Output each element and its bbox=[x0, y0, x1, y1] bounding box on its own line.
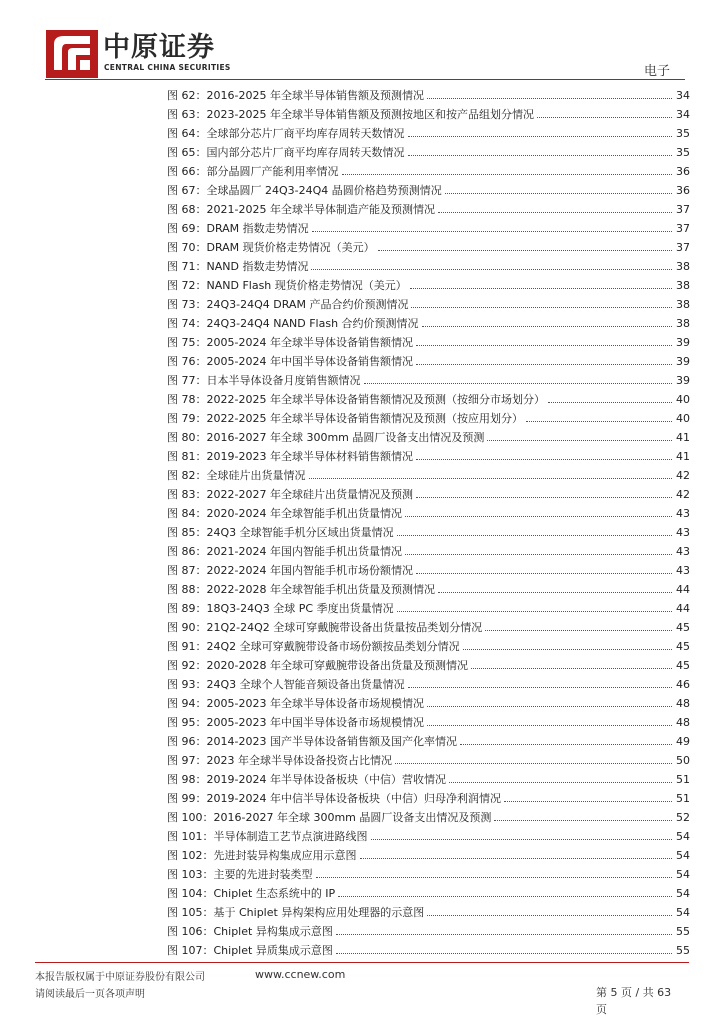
toc-leader-dots bbox=[411, 307, 672, 308]
toc-leader-dots bbox=[422, 326, 672, 327]
footer-page-number: 第 5 页 / 共 63 bbox=[596, 986, 672, 999]
toc-leader-dots bbox=[360, 858, 673, 859]
toc-leader-dots bbox=[408, 155, 673, 156]
toc-entry-page: 49 bbox=[676, 735, 690, 748]
toc-leader-dots bbox=[395, 763, 672, 764]
toc-entry-label: 图 77：日本半导体设备月度销售额情况 bbox=[167, 374, 361, 387]
toc-leader-dots bbox=[309, 478, 673, 479]
toc-entry[interactable] bbox=[167, 121, 690, 140]
toc-entry-page: 55 bbox=[676, 925, 690, 938]
toc-entry-label: 图 103：主要的先进封装类型 bbox=[167, 868, 313, 881]
toc-entry[interactable] bbox=[167, 463, 690, 482]
toc-entry-label: 图 64：全球部分芯片厂商平均库存周转天数情况 bbox=[167, 127, 405, 140]
toc-entry[interactable] bbox=[167, 577, 690, 596]
toc-entry-label: 图 99：2019-2024 年中信半导体设备板块（中信）归母净利润情况 bbox=[167, 792, 501, 805]
toc-entry[interactable] bbox=[167, 786, 690, 805]
toc-entry-label: 图 104：Chiplet 生态系统中的 IP bbox=[167, 887, 336, 900]
toc-entry-page: 42 bbox=[676, 469, 690, 482]
toc-entry-label: 图 107：Chiplet 异质集成示意图 bbox=[167, 944, 333, 957]
toc-leader-dots bbox=[438, 212, 672, 213]
toc-leader-dots bbox=[427, 725, 672, 726]
toc-entry-label: 图 63：2023-2025 年全球半导体销售额及预测按地区和按产品组划分情况 bbox=[167, 108, 534, 121]
toc-entry[interactable] bbox=[167, 596, 690, 615]
toc-entry-label: 图 93：24Q3 全球个人智能音频设备出货量情况 bbox=[167, 678, 405, 691]
toc-entry[interactable] bbox=[167, 444, 690, 463]
toc-leader-dots bbox=[397, 611, 672, 612]
toc-leader-dots bbox=[405, 554, 672, 555]
toc-entry[interactable] bbox=[167, 159, 690, 178]
toc-leader-dots bbox=[397, 535, 672, 536]
toc-entry-page: 37 bbox=[676, 222, 690, 235]
toc-entry-page: 40 bbox=[676, 412, 690, 425]
toc-entry-page: 42 bbox=[676, 488, 690, 501]
toc-leader-dots bbox=[408, 687, 672, 688]
toc-entry-page: 39 bbox=[676, 355, 690, 368]
toc-entry-page: 43 bbox=[676, 507, 690, 520]
toc-entry[interactable] bbox=[167, 482, 690, 501]
page-header bbox=[0, 0, 724, 80]
toc-entry-page: 36 bbox=[676, 184, 690, 197]
toc-entry-page: 40 bbox=[676, 393, 690, 406]
toc-entry-page: 45 bbox=[676, 621, 690, 634]
toc-entry[interactable] bbox=[167, 83, 690, 102]
toc-entry-page: 51 bbox=[676, 773, 690, 786]
toc-leader-dots bbox=[504, 801, 672, 802]
toc-entry-label: 图 82：全球硅片出货量情况 bbox=[167, 469, 306, 482]
toc-entry-page: 43 bbox=[676, 564, 690, 577]
toc-entry-page: 48 bbox=[676, 697, 690, 710]
toc-entry-label: 图 66：部分晶圆厂产能利用率情况 bbox=[167, 165, 339, 178]
toc-entry-label: 图 102：先进封装异构集成应用示意图 bbox=[167, 849, 357, 862]
brand-name-cn: 中原证券 bbox=[103, 32, 215, 63]
toc-entry[interactable] bbox=[167, 273, 690, 292]
toc-entry[interactable] bbox=[167, 254, 690, 273]
toc-leader-dots bbox=[485, 630, 672, 631]
toc-entry-page: 46 bbox=[676, 678, 690, 691]
toc-entry-page: 37 bbox=[676, 241, 690, 254]
section-title: 电子 bbox=[644, 64, 671, 79]
toc-leader-dots bbox=[371, 839, 673, 840]
toc-entry-label: 图 85：24Q3 全球智能手机分区域出货量情况 bbox=[167, 526, 394, 539]
footer-page-number-suffix: 页 bbox=[596, 1003, 607, 1016]
toc-entry[interactable] bbox=[167, 311, 690, 330]
toc-entry[interactable] bbox=[167, 406, 690, 425]
toc-entry-page: 48 bbox=[676, 716, 690, 729]
toc-entry-page: 54 bbox=[676, 906, 690, 919]
toc-entry[interactable] bbox=[167, 824, 690, 843]
toc-leader-dots bbox=[427, 706, 672, 707]
toc-entry-label: 图 92：2020-2028 年全球可穿戴腕带设备出货量及预测情况 bbox=[167, 659, 468, 672]
toc-entry-label: 图 100：2016-2027 年全球 300mm 晶圆厂设备支出情况及预测 bbox=[167, 811, 492, 824]
toc-entry[interactable] bbox=[167, 881, 690, 900]
toc-entry-label: 图 98：2019-2024 年半导体设备板块（中信）营收情况 bbox=[167, 773, 446, 786]
toc-entry[interactable] bbox=[167, 539, 690, 558]
toc-entry-label: 图 87：2022-2024 年国内智能手机市场份额情况 bbox=[167, 564, 413, 577]
toc-leader-dots bbox=[449, 782, 672, 783]
toc-leader-dots bbox=[316, 877, 673, 878]
toc-entry-label: 图 101：半导体制造工艺节点演进路线图 bbox=[167, 830, 368, 843]
toc-leader-dots bbox=[427, 915, 672, 916]
toc-entry-label: 图 80：2016-2027 年全球 300mm 晶圆厂设备支出情况及预测 bbox=[167, 431, 485, 444]
toc-entry[interactable] bbox=[167, 292, 690, 311]
toc-entry-label: 图 73：24Q3-24Q4 DRAM 产品合约价预测情况 bbox=[167, 298, 409, 311]
toc-entry-label: 图 88：2022-2028 年全球智能手机出货量及预测情况 bbox=[167, 583, 435, 596]
toc-entry-page: 39 bbox=[676, 374, 690, 387]
toc-entry-page: 36 bbox=[676, 165, 690, 178]
toc-entry[interactable] bbox=[167, 425, 690, 444]
toc-entry-page: 54 bbox=[676, 887, 690, 900]
footer-disclaimer-note: 请阅读最后一页各项声明 bbox=[35, 989, 145, 1000]
toc-entry[interactable] bbox=[167, 634, 690, 653]
toc-entry-page: 45 bbox=[676, 659, 690, 672]
toc-entry-page: 41 bbox=[676, 431, 690, 444]
toc-entry-label: 图 70：DRAM 现货价格走势情况（美元） bbox=[167, 241, 375, 254]
toc-leader-dots bbox=[342, 174, 673, 175]
toc-leader-dots bbox=[537, 117, 672, 118]
toc-entry-label: 图 86：2021-2024 年国内智能手机出货量情况 bbox=[167, 545, 402, 558]
toc-entry-page: 34 bbox=[676, 108, 690, 121]
toc-leader-dots bbox=[405, 516, 672, 517]
toc-entry-page: 45 bbox=[676, 640, 690, 653]
toc-entry-label: 图 74：24Q3-24Q4 NAND Flash 合约价预测情况 bbox=[167, 317, 419, 330]
toc-leader-dots bbox=[463, 649, 672, 650]
toc-entry-label: 图 78：2022-2025 年全球半导体设备销售额情况及预测（按细分市场划分） bbox=[167, 393, 545, 406]
toc-entry[interactable] bbox=[167, 843, 690, 862]
toc-entry-label: 图 65：国内部分芯片厂商平均库存周转天数情况 bbox=[167, 146, 405, 159]
toc-leader-dots bbox=[311, 269, 672, 270]
toc-entry-page: 51 bbox=[676, 792, 690, 805]
toc-entry[interactable] bbox=[167, 938, 690, 957]
toc-entry-page: 35 bbox=[676, 127, 690, 140]
toc-entry-page: 38 bbox=[676, 298, 690, 311]
toc-entry-page: 44 bbox=[676, 583, 690, 596]
toc-entry-page: 35 bbox=[676, 146, 690, 159]
toc-leader-dots bbox=[487, 440, 672, 441]
toc-entry-label: 图 106：Chiplet 异构集成示意图 bbox=[167, 925, 333, 938]
toc-entry-label: 图 97：2023 年全球半导体设备投资占比情况 bbox=[167, 754, 392, 767]
toc-entry-label: 图 67：全球晶圆厂 24Q3-24Q4 晶圆价格趋势预测情况 bbox=[167, 184, 442, 197]
toc-entry[interactable] bbox=[167, 691, 690, 710]
toc-leader-dots bbox=[408, 136, 673, 137]
toc-entry-label: 图 91：24Q2 全球可穿戴腕带设备市场份额按品类划分情况 bbox=[167, 640, 460, 653]
toc-entry-page: 37 bbox=[676, 203, 690, 216]
footer-divider bbox=[35, 962, 689, 963]
toc-leader-dots bbox=[438, 592, 672, 593]
toc-entry-label: 图 95：2005-2023 年中国半导体设备市场规模情况 bbox=[167, 716, 424, 729]
toc-leader-dots bbox=[416, 364, 672, 365]
toc-entry-page: 43 bbox=[676, 545, 690, 558]
toc-entry[interactable] bbox=[167, 805, 690, 824]
toc-entry[interactable] bbox=[167, 368, 690, 387]
toc-entry[interactable] bbox=[167, 767, 690, 786]
toc-entry-label: 图 76：2005-2024 年中国半导体设备销售额情况 bbox=[167, 355, 413, 368]
toc-entry-page: 41 bbox=[676, 450, 690, 463]
toc-entry[interactable] bbox=[167, 102, 690, 121]
toc-leader-dots bbox=[336, 934, 672, 935]
toc-entry[interactable] bbox=[167, 862, 690, 881]
toc-entry-page: 52 bbox=[676, 811, 690, 824]
toc-entry[interactable] bbox=[167, 235, 690, 254]
toc-leader-dots bbox=[410, 288, 672, 289]
toc-entry-label: 图 83：2022-2027 年全球硅片出货量情况及预测 bbox=[167, 488, 413, 501]
toc-entry-page: 50 bbox=[676, 754, 690, 767]
toc-entry[interactable] bbox=[167, 615, 690, 634]
toc-entry[interactable] bbox=[167, 140, 690, 159]
toc-leader-dots bbox=[548, 402, 672, 403]
toc-entry-page: 38 bbox=[676, 317, 690, 330]
toc-entry[interactable] bbox=[167, 520, 690, 539]
toc-entry-page: 44 bbox=[676, 602, 690, 615]
toc-entry-page: 38 bbox=[676, 260, 690, 273]
toc-entry[interactable] bbox=[167, 672, 690, 691]
toc-entry-label: 图 94：2005-2023 年全球半导体设备市场规模情况 bbox=[167, 697, 424, 710]
toc-entry-label: 图 68：2021-2025 年全球半导体制造产能及预测情况 bbox=[167, 203, 435, 216]
toc-entry-label: 图 89：18Q3-24Q3 全球 PC 季度出货量情况 bbox=[167, 602, 394, 615]
toc-entry-label: 图 62：2016-2025 年全球半导体销售额及预测情况 bbox=[167, 89, 424, 102]
toc-leader-dots bbox=[336, 953, 672, 954]
toc-leader-dots bbox=[364, 383, 673, 384]
toc-leader-dots bbox=[378, 250, 672, 251]
toc-entry[interactable] bbox=[167, 653, 690, 672]
toc-entry[interactable] bbox=[167, 919, 690, 938]
toc-entry[interactable] bbox=[167, 349, 690, 368]
toc-entry-label: 图 96：2014-2023 国产半导体设备销售额及国产化率情况 bbox=[167, 735, 457, 748]
toc-leader-dots bbox=[471, 668, 672, 669]
toc-entry[interactable] bbox=[167, 501, 690, 520]
toc-entry-page: 38 bbox=[676, 279, 690, 292]
toc-entry-label: 图 79：2022-2025 年全球半导体设备销售额情况及预测（按应用划分） bbox=[167, 412, 523, 425]
toc-leader-dots bbox=[460, 744, 672, 745]
toc-entry-label: 图 75：2005-2024 年全球半导体设备销售额情况 bbox=[167, 336, 413, 349]
toc-entry-page: 39 bbox=[676, 336, 690, 349]
footer-website-link[interactable]: www.ccnew.com bbox=[255, 968, 346, 981]
toc-entry[interactable] bbox=[167, 900, 690, 919]
toc-entry-page: 54 bbox=[676, 830, 690, 843]
toc-leader-dots bbox=[494, 820, 672, 821]
toc-entry-label: 图 72：NAND Flash 现货价格走势情况（美元） bbox=[167, 279, 407, 292]
toc-entry-label: 图 84：2020-2024 年全球智能手机出货量情况 bbox=[167, 507, 402, 520]
toc-leader-dots bbox=[416, 345, 672, 346]
figure-index-list bbox=[167, 83, 690, 957]
toc-leader-dots bbox=[445, 193, 672, 194]
toc-entry-page: 55 bbox=[676, 944, 690, 957]
brand-name-en: CENTRAL CHINA SECURITIES bbox=[104, 63, 231, 72]
toc-leader-dots bbox=[416, 497, 672, 498]
header-divider bbox=[45, 79, 685, 80]
company-logo-icon bbox=[46, 30, 98, 78]
toc-entry-page: 43 bbox=[676, 526, 690, 539]
toc-entry[interactable] bbox=[167, 387, 690, 406]
toc-leader-dots bbox=[416, 573, 672, 574]
toc-leader-dots bbox=[338, 896, 672, 897]
toc-leader-dots bbox=[526, 421, 672, 422]
toc-entry[interactable] bbox=[167, 216, 690, 235]
toc-entry-label: 图 81：2019-2023 年全球半导体材料销售额情况 bbox=[167, 450, 413, 463]
toc-entry-label: 图 105：基于 Chiplet 异构架构应用处理器的示意图 bbox=[167, 906, 425, 919]
toc-entry[interactable] bbox=[167, 558, 690, 577]
toc-entry-label: 图 90：21Q2-24Q2 全球可穿戴腕带设备出货量按品类划分情况 bbox=[167, 621, 483, 634]
toc-entry-page: 54 bbox=[676, 868, 690, 881]
toc-entry-label: 图 69：DRAM 指数走势情况 bbox=[167, 222, 309, 235]
toc-entry[interactable] bbox=[167, 729, 690, 748]
toc-leader-dots bbox=[416, 459, 672, 460]
toc-entry-page: 54 bbox=[676, 849, 690, 862]
toc-entry-page: 34 bbox=[676, 89, 690, 102]
toc-leader-dots bbox=[312, 231, 672, 232]
toc-entry[interactable] bbox=[167, 710, 690, 729]
toc-entry[interactable] bbox=[167, 178, 690, 197]
toc-entry[interactable] bbox=[167, 197, 690, 216]
footer-copyright: 本报告版权属于中原证券股份有限公司 bbox=[35, 972, 205, 983]
toc-entry[interactable] bbox=[167, 748, 690, 767]
toc-leader-dots bbox=[427, 98, 672, 99]
toc-entry-label: 图 71：NAND 指数走势情况 bbox=[167, 260, 309, 273]
toc-entry[interactable] bbox=[167, 330, 690, 349]
